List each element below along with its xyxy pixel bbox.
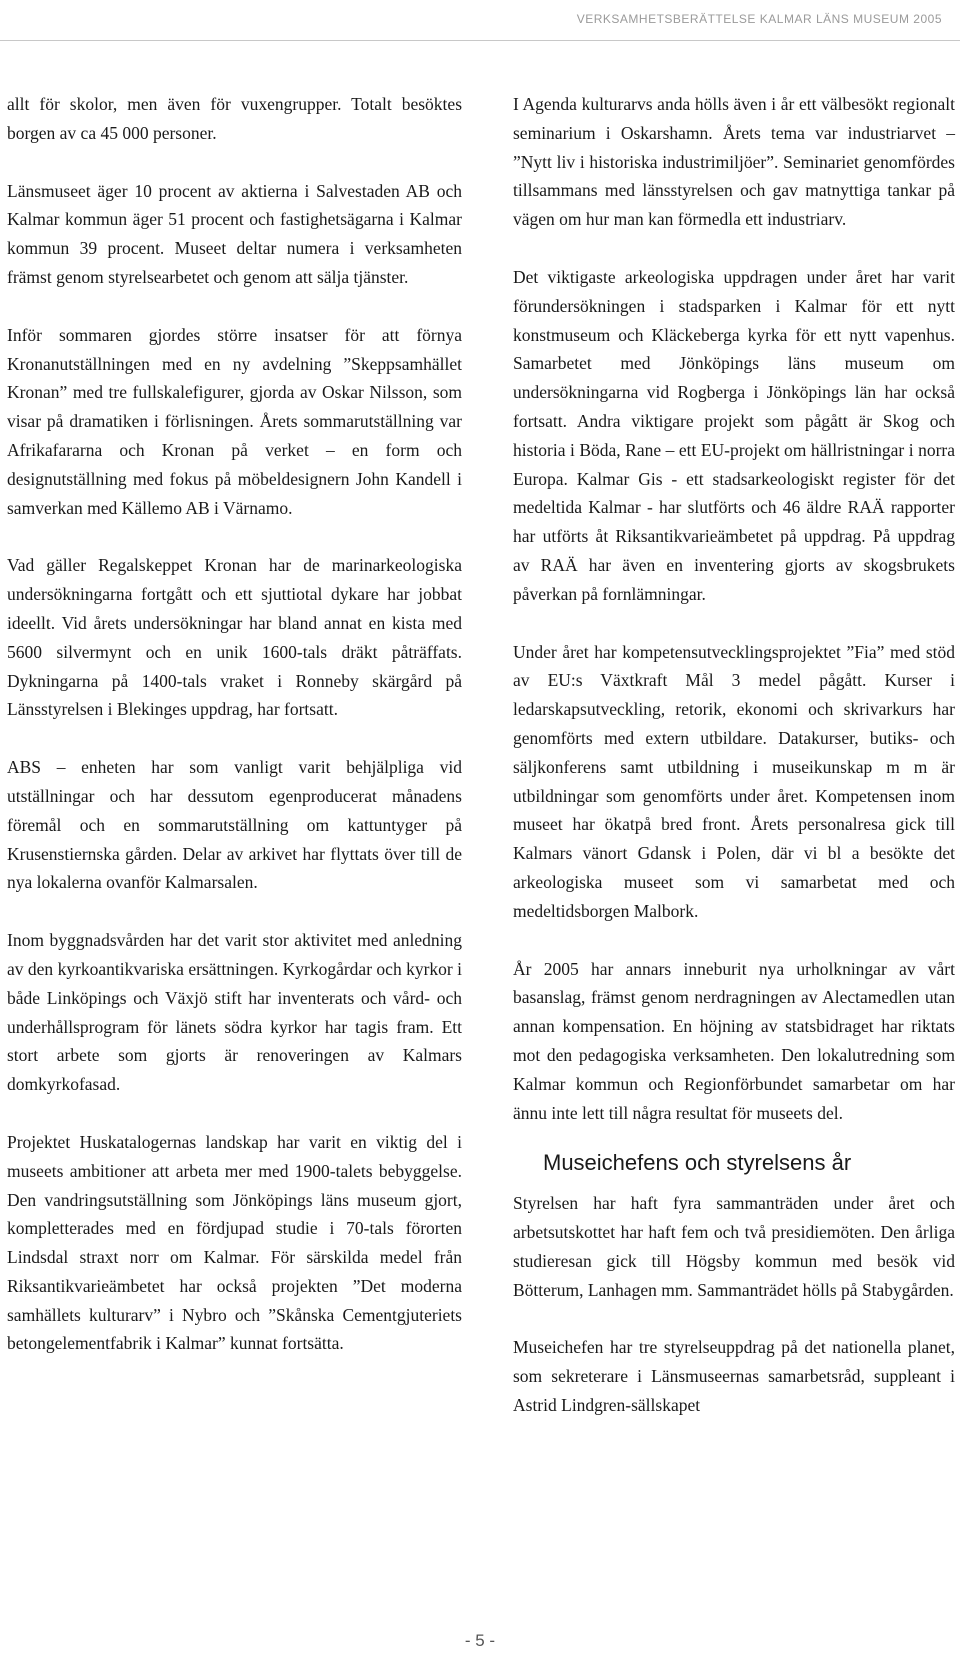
paragraph: Inom byggnadsvården har det varit stor aktivitet med anledning av den kyrkoantikvariska ersättningen. Kyrkogårdar och kyrkor i både Linköpings och Växjö stift har inventerats och vård- och underhållsprogram för länets södra kyrkor har tagis fram. Ett stort arbete som gjorts är renoveringen av Kalmars domkyrkofasad. (7, 930, 462, 1095)
header-divider (0, 40, 960, 41)
paragraph: Länsmuseet äger 10 procent av aktierna i Salvestaden AB och Kalmar kommun äger 51 procent och fastighetsägarna i Kalmar kommun 39 procent. Museet deltar numera i verksamheten främst genom styrelsearbetet och genom att sälja tjänster. (7, 180, 462, 287)
section-heading: Museichefens och styrelsens år (543, 1150, 852, 1176)
paragraph: ABS – enheten har som vanligt varit behjälpliga vid utställningar och har dessutom egenproducerat månadens föremål och en sommarutställning om kattuntyger på Krusenstiernska gården. Delar av arkivet har flyttats över till de nya lokalerna ovanför Kalmarsalen. (7, 757, 462, 893)
paragraph: Det viktigaste arkeologiska uppdragen under året har varit förundersökningen i stadsparken i Kalmar för ett nytt konstmuseum och Kläckeberga kyrka för ett nytt vapenhus. Samarbetet med Jönköpings läns museum om undersökningarna vid Rogberga i Jönköpings län har också fortsatt. Andra viktigare projekt som pågått är Skog och historia i Böda, Rane – ett EU-projekt om hällristningar i norra Europa. Kalmar Gis - ett stadsarkeologiskt register för det medeltida Kalmar - har slutförts och 46 äldre RAÄ rapporter har utförts åt Riksantikvarieämbetet på uppdrag. På uppdrag av RAÄ har även en inventering gjorts av skogsbrukets påverkan på fornlämningar. (513, 266, 955, 604)
paragraph: Inför sommaren gjordes större insatser för att förnya Kronanutställningen med en ny avdelning ”Skeppsamhället Kronan” med tre fullskalefigurer, gjorda av Oskar Nilsson, som visar på dramatiken i förlisningen. Årets sommarutställning var Afrikafararna och Kronan på verket – en form och designutställning med fokus på möbeldesignern John Kandell i samverkan med Källemo AB i Värnamo. (7, 324, 462, 518)
paragraph: Under året har kompetensutvecklingsprojektet ”Fia” med stöd av EU:s Växtkraft Mål 3 medel pågått. Kurser i ledarskapsutveckling, retorik, ekonomi och skrivarkurs har genomförts med extern utbildare. Datakurser, butiks- och säljkonferens samt utbildning i museikunskap m m är utbildningar som genomförts under året. Kompetensen inom museet har ökatpå bred front. Årets personalresa gick till Kalmars vänort Gdansk i Polen, där vi bl a besökte det arkeologiska museet som vi samarbetat med och medeltidsborgen Malbork. (513, 641, 955, 921)
paragraph: År 2005 har annars inneburit nya urholkningar av vårt basanslag, främst genom nerdragningen av Alectamedlen utan annan kompensation. En höjning av statsbidraget har riktats mot den pedagogiska verksamheten. Den lokalutredning som Kalmar kommun och Regionförbundet samarbetar om har ännu inte lett till några resultat för museets del. (513, 958, 955, 1123)
running-header-title: VERKSAMHETSBERÄTTELSE KALMAR LÄNS MUSEUM 2005 (576, 12, 942, 26)
right-column (513, 90, 955, 1449)
paragraph: I Agenda kulturarvs anda hölls även i år ett välbesökt regionalt seminarium i Oskarshamn. Årets tema var industriarvet – ”Nytt liv i historiska industrimiljöer”. Seminariet genomfördes tillsammans med länsstyrelsen och gav matnyttiga tankar på vägen om hur man kan förmedla ett industriarv. (513, 94, 955, 230)
left-column (7, 90, 462, 1387)
paragraph: Projektet Huskatalogernas landskap har varit en viktig del i museets ambitioner att arbeta mer med 1900-talets bebyggelse. Den vandringsutställning som Jönköpings läns museum gjort, kompletterades med en fördjupad studie i 70-tals förorten Lindsdal straxt norr om Kalmar. För särskilda medel från Riksantikvarieämbetet har också projekten ”Det moderna samhällets kulturarv” i Nybro och ”Skånska Cementgjuteriets betongelementfabrik i Kalmar” kunnat fortsätta. (7, 1131, 462, 1354)
paragraph: Styrelsen har haft fyra sammanträden under året och arbetsutskottet har haft fem och två presidiemöten. Den årliga studieresan gick till Högsby kommun med besök vid Bötterum, Lanhagen mm. Sammanträdet hölls på Stabygården. (513, 1193, 955, 1300)
page-number: - 5 - (464, 1631, 496, 1650)
paragraph: allt för skolor, men även för vuxengrupper. Totalt besöktes borgen av ca 45 000 personer. (7, 94, 462, 143)
paragraph: Museichefen har tre styrelseuppdrag på det nationella planet, som sekreterare i Länsmuseernas samarbetsråd, suppleant i Astrid Lindgren-sällskapet (513, 1337, 955, 1416)
paragraph: Vad gäller Regalskeppet Kronan har de marinarkeologiska undersökningarna fortgått och ett sjuttiotal dykare har jobbat ideellt. Vid årets undersökningar har bland annat en kista med 5600 silvermynt och en unik 1600-tals dräkt påträffats. Dykningarna på 1400-tals vraket i Ronneby skärgård på Länsstyrelsen i Blekinges uppdrag, har fortsatt. (7, 555, 462, 720)
running-header (0, 0, 960, 40)
